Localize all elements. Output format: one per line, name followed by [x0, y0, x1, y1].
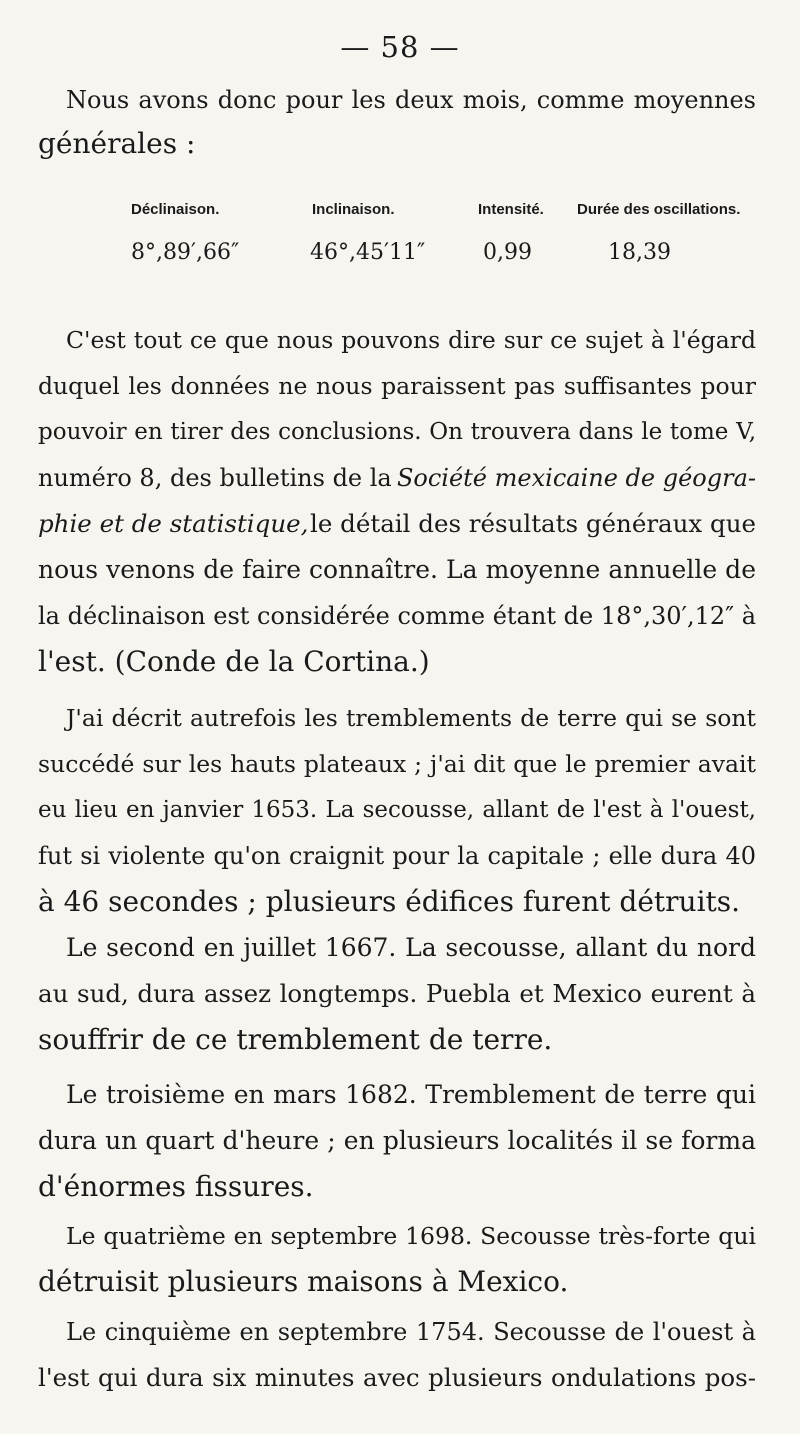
italic-title: Société mexicaine de géogra- — [396, 464, 756, 492]
text-segment: numéro 8, des bulletins de la — [38, 464, 392, 492]
text-line: à 46 secondes ; plusieurs édifices furent détruits. — [38, 885, 741, 918]
text-line: souffrir de ce tremblement de terre. — [38, 1023, 553, 1056]
text-line: l'est qui dura six minutes avec plusieurs ondulations pos- — [38, 1363, 756, 1392]
text-line — [38, 456, 756, 500]
table-value-declinaison: 8°,89′,66″ — [131, 240, 240, 265]
text-line: Le second en juillet 1667. La secousse, allant du nord — [66, 933, 756, 962]
text-line: J'ai décrit autrefois les tremblements de terre qui se sont — [66, 704, 756, 732]
text-line: Nous avons donc pour les deux mois, comme moyennes — [66, 86, 756, 114]
table-value-intensite: 0,99 — [483, 240, 532, 265]
text-line: générales : — [38, 127, 196, 160]
text-line: d'énormes fissures. — [38, 1170, 314, 1203]
table-header-intensite: Intensité. — [478, 201, 544, 218]
table-header-duree: Durée des oscillations. — [577, 201, 741, 218]
text-line: fut si violente qu'on craignit pour la capitale ; elle dura 40 — [38, 842, 756, 870]
text-line: dura un quart d'heure ; en plusieurs localités il se forma — [38, 1126, 756, 1155]
text-line: eu lieu en janvier 1653. La secousse, allant de l'est à l'ouest, — [38, 797, 756, 823]
text-line: pouvoir en tirer des conclusions. On trouvera dans le tome V, — [38, 419, 756, 445]
italic-title: phie et de statistique, — [38, 509, 309, 538]
text-line: C'est tout ce que nous pouvons dire sur ce sujet à l'égard — [66, 326, 756, 354]
table-value-duree: 18,39 — [608, 240, 671, 265]
text-line: l'est. (Conde de la Cortina.) — [38, 645, 430, 678]
table-header-row — [0, 201, 800, 227]
table-value-inclinaison: 46°,45′11″ — [310, 240, 426, 265]
text-line: duquel les données ne nous paraissent pas suffisantes pour — [38, 372, 756, 400]
text-line: au sud, dura assez longtemps. Puebla et Mexico eurent à — [38, 979, 756, 1008]
page-number: — 58 — — [340, 30, 460, 64]
text-line: nous venons de faire connaître. La moyenne annuelle de — [38, 555, 756, 584]
text-line: Le cinquième en septembre 1754. Secousse de l'ouest à — [66, 1318, 756, 1346]
table-header-declinaison: Déclinaison. — [131, 201, 220, 218]
table-value-row — [0, 240, 800, 270]
text-line — [38, 502, 756, 546]
text-line: Le quatrième en septembre 1698. Secousse très-forte qui — [66, 1222, 756, 1250]
text-segment: le détail des résultats généraux que — [310, 509, 756, 538]
text-line: succédé sur les hauts plateaux ; j'ai dit que le premier avait — [38, 750, 756, 778]
text-line: détruisit plusieurs maisons à Mexico. — [38, 1265, 569, 1298]
text-line: Le troisième en mars 1682. Tremblement de terre qui — [66, 1080, 756, 1109]
table-header-inclinaison: Inclinaison. — [312, 201, 395, 218]
text-line: la déclinaison est considérée comme étant de 18°,30′,12″ à — [38, 602, 757, 630]
